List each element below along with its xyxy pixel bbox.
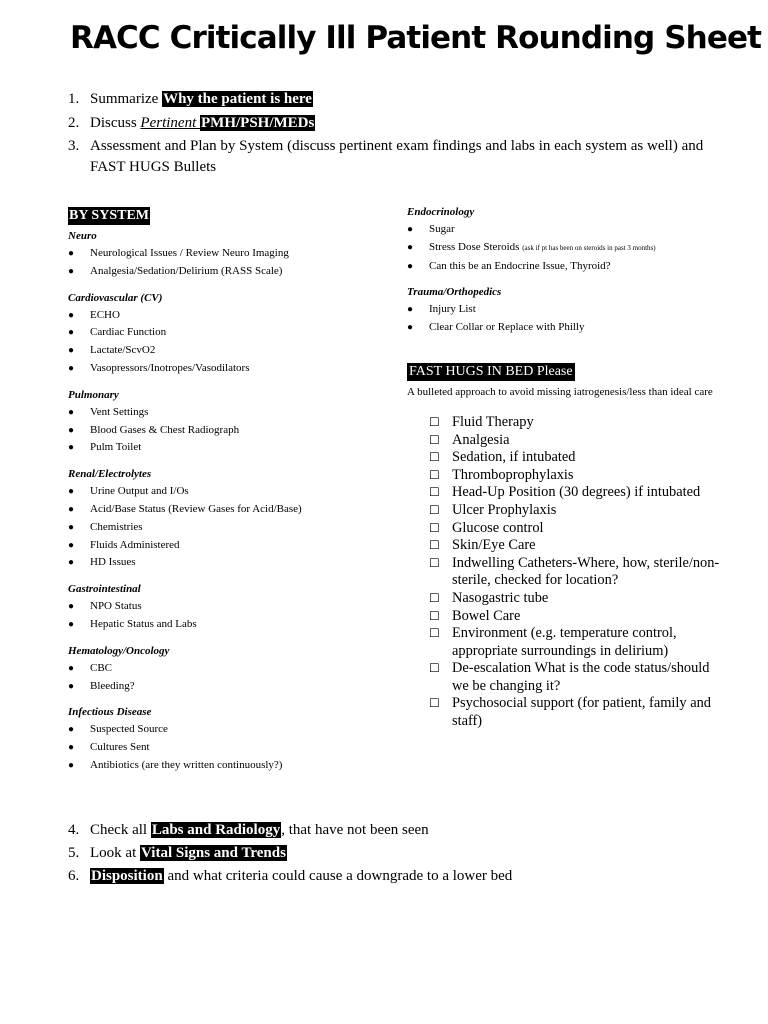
system-bullet-list xyxy=(68,404,398,457)
bullet-dot-icon: ● xyxy=(68,362,75,374)
intro-steps-list xyxy=(68,89,718,178)
bullet-item xyxy=(68,439,398,457)
step-highlight: Disposition xyxy=(91,868,163,884)
checkbox-icon[interactable]: ☐ xyxy=(429,696,440,711)
bullet-dot-icon: ● xyxy=(68,601,75,613)
bullet-item xyxy=(68,537,398,555)
checklist-text: Analgesia xyxy=(452,431,510,448)
bullet-dot-icon: ● xyxy=(68,539,75,551)
bullet-dot-icon: ● xyxy=(407,241,414,253)
bullet-text: Cardiac Function xyxy=(90,326,167,339)
step-text: Check all xyxy=(90,822,151,838)
step-number: 1. xyxy=(68,91,80,107)
checklist-item xyxy=(429,484,727,502)
checkbox-icon[interactable]: ☐ xyxy=(429,502,440,517)
bullet-text: Pulm Toilet xyxy=(90,441,142,454)
bullet-dot-icon: ● xyxy=(68,742,75,754)
bullet-text: Vent Settings xyxy=(90,405,149,418)
checkbox-icon[interactable]: ☐ xyxy=(429,555,440,570)
step-text: Summarize xyxy=(90,91,163,107)
bullet-text: Urine Output and I/Os xyxy=(90,485,189,498)
step-highlight: Vital Signs and Trends xyxy=(141,845,286,861)
checklist-text: Ulcer Prophylaxis xyxy=(452,501,557,518)
system-heading: Trauma/Orthopedics xyxy=(407,286,502,299)
closing-steps-list xyxy=(68,820,728,889)
bullet-text: ECHO xyxy=(90,308,120,321)
bullet-dot-icon: ● xyxy=(407,322,414,334)
fast-hugs-title: FAST HUGS IN BED Please xyxy=(409,363,573,379)
bullet-item xyxy=(68,501,398,519)
checkbox-icon[interactable]: ☐ xyxy=(429,520,440,535)
bullet-item xyxy=(407,319,727,337)
checklist-item xyxy=(429,625,727,660)
step-item xyxy=(68,820,728,841)
bullet-item xyxy=(68,721,398,739)
bullet-text: Stress Dose Steroids xyxy=(429,240,520,253)
bullet-dot-icon: ● xyxy=(407,224,414,235)
checkbox-icon[interactable]: ☐ xyxy=(429,538,440,553)
bullet-text: Antibiotics (are they written continuously?) xyxy=(90,758,283,771)
system-bullet-list xyxy=(68,245,398,281)
checklist-item xyxy=(429,414,727,432)
bullet-item xyxy=(68,739,398,757)
step-highlight: Labs and Radiology xyxy=(151,822,281,838)
steroid-note: (ask if pt has been on steroids in past 3 months) xyxy=(522,243,656,252)
bullet-item xyxy=(407,301,727,319)
bullet-text: Cultures Sent xyxy=(90,741,150,754)
bullet-dot-icon: ● xyxy=(68,486,75,498)
checklist-text: Environment (e.g. temperature control, appropriate surroundings in delirium) xyxy=(452,625,677,659)
step-text: Look at xyxy=(90,845,140,861)
bullet-dot-icon: ● xyxy=(68,424,75,436)
system-heading: Endocrinology xyxy=(407,206,475,218)
step-item xyxy=(68,113,718,134)
checklist-item xyxy=(429,502,727,520)
step-text: Assessment and Plan by System (discuss pertinent exam findings and labs in each system as well) and FAST HUGS Bullets xyxy=(90,138,704,175)
bullet-dot-icon: ● xyxy=(68,442,75,454)
checklist-item xyxy=(429,590,727,608)
bullet-item xyxy=(68,342,398,360)
checklist-text: Indwelling Catheters-Where, how, sterile/non-sterile, checked for location? xyxy=(452,554,720,589)
bullet-item xyxy=(68,360,398,378)
checklist-text: Sedation, if intubated xyxy=(452,449,576,466)
fast-hugs-description: A bulleted approach to avoid missing iatrogenesis/less than ideal care xyxy=(407,385,713,398)
bullet-item xyxy=(68,660,398,678)
system-sections xyxy=(407,205,727,337)
step-item xyxy=(68,866,728,887)
bullet-item xyxy=(68,678,398,696)
bullet-dot-icon: ● xyxy=(68,521,75,533)
system-heading: Renal/Electrolytes xyxy=(68,468,152,481)
bullet-text: Clear Collar or Replace with Philly xyxy=(429,321,585,334)
checkbox-icon[interactable]: ☐ xyxy=(429,432,440,447)
system-heading: Cardiovascular (CV) xyxy=(68,291,163,304)
system-bullet-list xyxy=(68,598,398,634)
bullet-text: Blood Gases & Chest Radiograph xyxy=(90,423,240,436)
bullet-item xyxy=(68,757,398,775)
by-system-heading: BY SYSTEM xyxy=(69,208,150,223)
step-item xyxy=(68,136,718,178)
checklist-item xyxy=(429,449,727,467)
bullet-item xyxy=(68,598,398,616)
bullet-item xyxy=(68,307,398,325)
page-title: RACC Critically Ill Patient Rounding Sheet xyxy=(70,20,761,56)
step-number: 2. xyxy=(68,115,80,131)
bullet-dot-icon: ● xyxy=(68,406,75,418)
bullet-item xyxy=(407,258,727,276)
bullet-text: Suspected Source xyxy=(90,723,168,736)
checkbox-icon[interactable]: ☐ xyxy=(429,626,440,641)
system-bullet-list xyxy=(407,301,727,337)
bullet-dot-icon: ● xyxy=(68,345,75,357)
bullet-text: Sugar xyxy=(429,223,455,235)
system-bullet-list xyxy=(68,483,398,572)
bullet-item xyxy=(407,239,727,258)
bullet-dot-icon: ● xyxy=(68,557,75,569)
step-emphasis: Pertinent xyxy=(140,115,200,131)
bullet-dot-icon: ● xyxy=(68,503,75,515)
bullet-text: NPO Status xyxy=(90,600,142,613)
step-text-suffix: , that have not been seen xyxy=(281,822,429,838)
checklist-item xyxy=(429,432,727,450)
checklist-text: Fluid Therapy xyxy=(452,413,534,430)
bullet-text: Vasopressors/Inotropes/Vasodilators xyxy=(90,361,250,374)
checkbox-icon[interactable]: ☐ xyxy=(429,485,440,500)
bullet-item xyxy=(68,324,398,342)
bullet-dot-icon: ● xyxy=(407,260,414,272)
checklist-item xyxy=(429,467,727,485)
step-number: 3. xyxy=(68,138,80,154)
system-bullet-list xyxy=(68,721,398,774)
bullet-text: Lactate/ScvO2 xyxy=(90,344,156,357)
bullet-item xyxy=(407,221,727,239)
system-bullet-list xyxy=(407,221,727,275)
checkbox-icon[interactable]: ☐ xyxy=(429,661,440,676)
bullet-dot-icon: ● xyxy=(68,618,75,630)
checklist-item xyxy=(429,695,727,730)
system-heading: Infectious Disease xyxy=(68,706,152,719)
step-highlight: Why the patient is here xyxy=(163,91,312,107)
step-item xyxy=(68,843,728,864)
checklist-text: Bowel Care xyxy=(452,607,521,624)
checkbox-icon[interactable]: ☐ xyxy=(429,450,440,465)
bullet-text: Fluids Administered xyxy=(90,538,180,551)
checkbox-icon[interactable]: ☐ xyxy=(429,608,440,623)
checklist-text: Thromboprophylaxis xyxy=(452,466,574,483)
step-item xyxy=(68,89,718,110)
checklist-item xyxy=(429,608,727,626)
bullet-item xyxy=(68,616,398,634)
checkbox-icon[interactable]: ☐ xyxy=(429,467,440,482)
bullet-item xyxy=(68,483,398,501)
bullet-item xyxy=(68,554,398,572)
step-highlight: PMH/PSH/MEDs xyxy=(201,115,315,131)
bullet-text: Acid/Base Status (Review Gases for Acid/Base) xyxy=(90,502,302,515)
checklist-text: Head-Up Position (30 degrees) if intubated xyxy=(452,484,701,501)
bullet-dot-icon: ● xyxy=(68,265,75,277)
bullet-text: Bleeding? xyxy=(90,679,135,692)
bullet-dot-icon: ● xyxy=(68,662,75,674)
bullet-text: Chemistries xyxy=(90,520,143,533)
system-heading: Pulmonary xyxy=(68,388,119,401)
bullet-text: Injury List xyxy=(429,303,476,316)
checklist-item xyxy=(429,520,727,538)
checklist-text: Glucose control xyxy=(452,519,544,536)
checkbox-icon[interactable]: ☐ xyxy=(429,414,440,429)
bullet-text: Analgesia/Sedation/Delirium (RASS Scale) xyxy=(90,264,283,277)
step-number: 4. xyxy=(68,822,80,838)
bullet-item xyxy=(68,245,398,263)
step-text: Discuss xyxy=(90,115,141,131)
step-number: 5. xyxy=(68,845,80,861)
checklist-text: Psychosocial support (for patient, family and staff) xyxy=(452,695,711,730)
bullet-dot-icon: ● xyxy=(68,327,75,339)
system-bullet-list xyxy=(68,307,398,378)
bullet-item xyxy=(68,404,398,422)
bullet-item xyxy=(68,519,398,537)
bullet-dot-icon: ● xyxy=(68,680,75,692)
system-bullet-list xyxy=(68,660,398,696)
bullet-text: CBC xyxy=(90,661,113,674)
bullet-dot-icon: ● xyxy=(68,759,75,771)
checklist-item xyxy=(429,555,727,590)
bullet-text: Neurological Issues / Review Neuro Imaging xyxy=(90,247,289,259)
system-heading: Hematology/Oncology xyxy=(68,644,170,657)
bullet-dot-icon: ● xyxy=(68,248,75,259)
system-heading: Neuro xyxy=(68,230,97,242)
step-text-suffix: and what criteria could cause a downgrade to a lower bed xyxy=(163,868,513,884)
checklist-item xyxy=(429,537,727,555)
fast-hugs-checklist xyxy=(429,414,727,731)
checklist-text: Nasogastric tube xyxy=(452,589,549,606)
bullet-dot-icon: ● xyxy=(407,304,414,316)
step-number: 6. xyxy=(68,868,80,884)
bullet-text: Can this be an Endocrine Issue, Thyroid? xyxy=(429,259,611,272)
right-column xyxy=(407,205,727,731)
bullet-item xyxy=(68,263,398,281)
bullet-text: HD Issues xyxy=(90,556,136,569)
checklist-text: Skin/Eye Care xyxy=(452,537,536,554)
checklist-item xyxy=(429,660,727,695)
checkbox-icon[interactable]: ☐ xyxy=(429,590,440,605)
bullet-dot-icon: ● xyxy=(68,309,75,321)
checklist-text: De-escalation What is the code status/should we be changing it? xyxy=(452,660,710,694)
system-sections xyxy=(68,229,398,775)
bullet-item xyxy=(68,422,398,440)
system-heading: Gastrointestinal xyxy=(68,583,141,596)
by-system-column xyxy=(68,206,398,785)
bullet-dot-icon: ● xyxy=(68,724,75,736)
bullet-text: Hepatic Status and Labs xyxy=(90,617,197,630)
